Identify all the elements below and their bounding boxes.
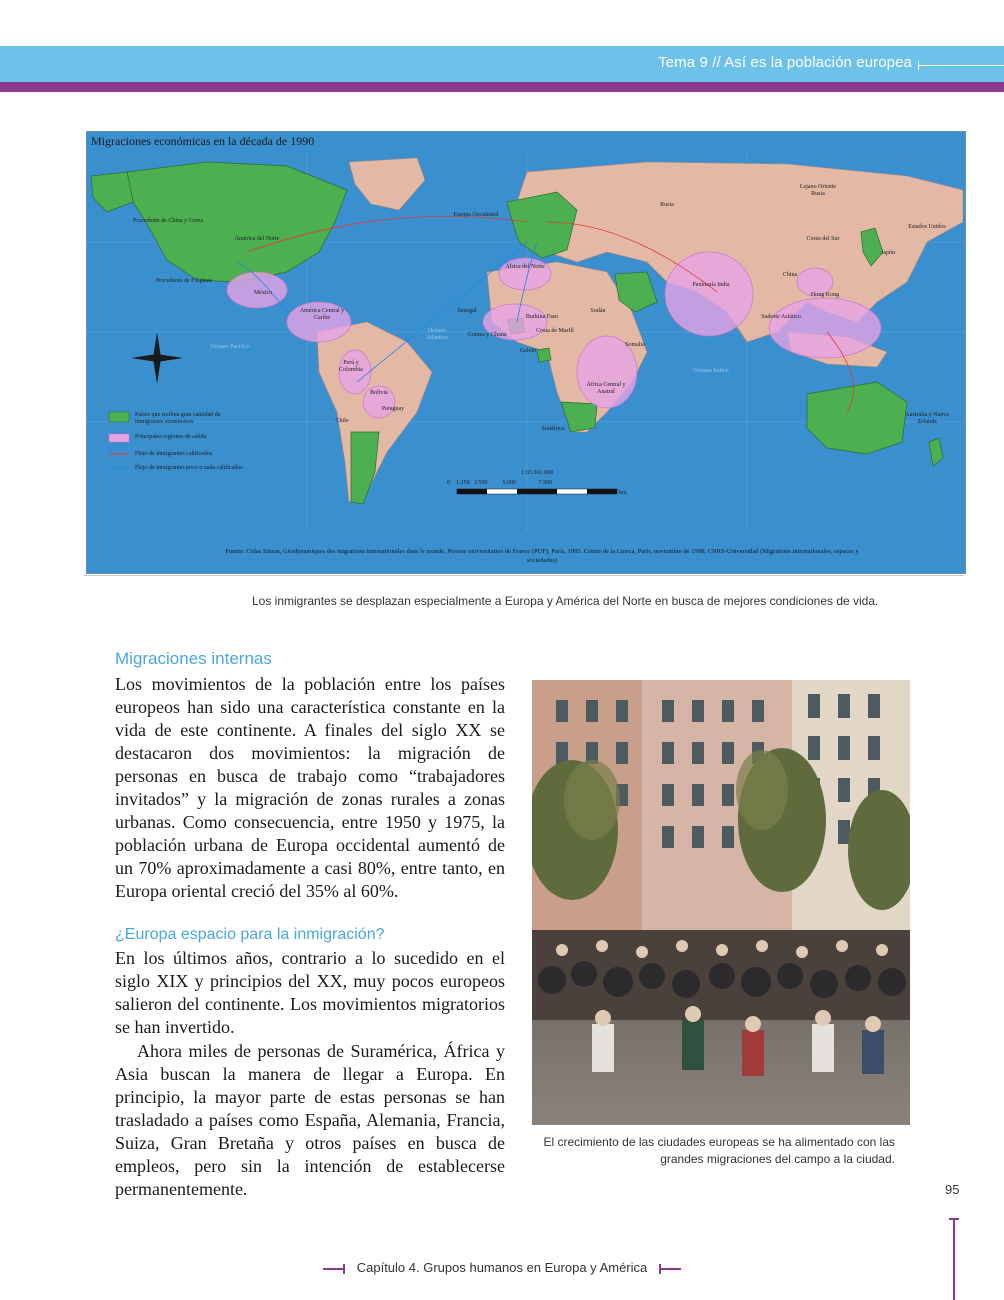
section-heading: Migraciones internas (115, 649, 272, 668)
scale-title: 1:03.361.000 (521, 470, 553, 476)
footer (0, 1260, 1004, 1275)
map-label: Bolivia (370, 390, 388, 396)
map-label: Océano Pacífico (210, 344, 250, 350)
map-label: Océano Índico (693, 368, 729, 374)
migration-map (86, 131, 966, 574)
photo-caption: El crecimiento de las ciudades europeas se ha alimentado con las grandes migraciones del campo a la ciudad. (543, 1135, 895, 1166)
map-label: Sudáfrica (541, 426, 565, 432)
map-label: Sudeste Asiático (761, 314, 801, 320)
map-label: Rusia (660, 202, 674, 208)
subsection-heading: ¿Europa espacio para la inmigración? (115, 926, 385, 943)
map-label: Japón (881, 250, 895, 256)
map-label: Senegal (457, 308, 477, 314)
map-label: Somalia (625, 342, 645, 348)
city-square-photo (532, 680, 910, 1125)
legend-item-skilled-flow: Flujo de inmigrantes calificados (135, 451, 213, 457)
map-label: Perú y Colombia (339, 360, 363, 373)
body-paragraph: Ahora miles de personas de Suramérica, África y Asia buscan la manera de llegar a Europa. En principio, la mayor parte de estas personas se han trasladado a países como España, Alemania, Francia, Suiza, Gran Bretaña y otros países en busca de empleos, pero sin la intención de establecerse permanentemente. (115, 1041, 505, 1199)
map-label: Península India (692, 282, 730, 288)
map-label: Europa Occidental (453, 212, 499, 218)
header-rule (918, 65, 1004, 66)
map-label: África Central y Austral (586, 382, 626, 395)
map-label: México (253, 290, 273, 296)
legend-item-origin: Principales regiones de salida (135, 434, 207, 440)
map-label: Chile (335, 418, 349, 424)
map-label: Procedente de Filipinas (155, 278, 213, 284)
body-paragraph: Los movimientos de la población entre los países europeos han sido una característica constante en la vida de este continente. A finales del siglo XX se destacaron dos movimientos: la migración de personas en busca de trabajo como “trabajadores invitados” y la migración de zonas rurales a zonas urbanas. Como consecuencia, entre 1950 y 1975, la población urbana de Europa occidental aumentó de un 70% aproximadamente a casi 80%, entre tanto, en Europa oriental creció del 35% al 60%. (115, 674, 505, 901)
map-label: China (782, 272, 798, 278)
map-label: Procedente de China y Corea (133, 218, 203, 224)
map-label: Estados Unidos (908, 224, 946, 230)
legend-item-receiving: Países que reciben gran cantidad de inmigrantes económicos (135, 412, 221, 425)
footer-ornament-right (659, 1268, 681, 1270)
map-label: Gabón (520, 348, 536, 354)
chapter-header-title: Tema 9 // Así es la población europea (658, 54, 912, 71)
map-label: Lejano Oriente Rusia (799, 184, 837, 197)
side-bar (953, 1218, 955, 1300)
map-label: Hong Kong (810, 292, 840, 298)
footer-chapter: Capítulo 4. (356, 1260, 420, 1275)
map-label: América Central y Caribe (299, 308, 345, 321)
map-caption: Los inmigrantes se desplazan especialmente a Europa y América del Norte en busca de mejores condiciones de vida. (252, 594, 879, 608)
map-label: Océano Atlántico (425, 328, 449, 341)
map-label: América del Norte (234, 236, 280, 242)
map-label: Sudán (590, 308, 606, 314)
page-number: 95 (945, 1182, 960, 1197)
map-source: Fuente: Cidas Simon, Géodynamiques des migrations internationales dans le monde, Presses universitaires de France (PUF), París, 1995. Centre de la Lineca, París, noviembre de 1998; CNRS-Universidad (Migrations internationales, espaces y sociedades) (225, 548, 859, 564)
map-label: África del Norte (505, 264, 545, 270)
map-label: Guinea y Ghana (467, 332, 507, 338)
map-label: Paraguay (381, 406, 405, 412)
map-label: Australia y Nueva Zelanda (905, 412, 949, 425)
map-label: Costa de Marfil (536, 328, 574, 334)
footer-ornament-left (323, 1268, 345, 1270)
scale-unit: km (619, 490, 627, 496)
scale-ticks: 0 1.250 2.500 5.000 7.500 (447, 480, 552, 486)
body-paragraph: En los últimos años, contrario a lo sucedido en el siglo XIX y principios del XX, muy pocos europeos salieron del continente. Los movimientos migratorios se han invertido. (115, 948, 505, 1037)
map-title: Migraciones económicas en la década de 1990 (91, 134, 315, 148)
legend-item-unskilled-flow: Flujo de inmigrantes poco o nada calificados (135, 465, 243, 471)
map-rule (84, 575, 964, 576)
map-label: Burkina Faso (525, 314, 559, 320)
map-label: Corea del Sur (806, 236, 840, 242)
header-stripe (0, 82, 1004, 92)
footer-title: Grupos humanos en Europa y América (423, 1260, 648, 1275)
